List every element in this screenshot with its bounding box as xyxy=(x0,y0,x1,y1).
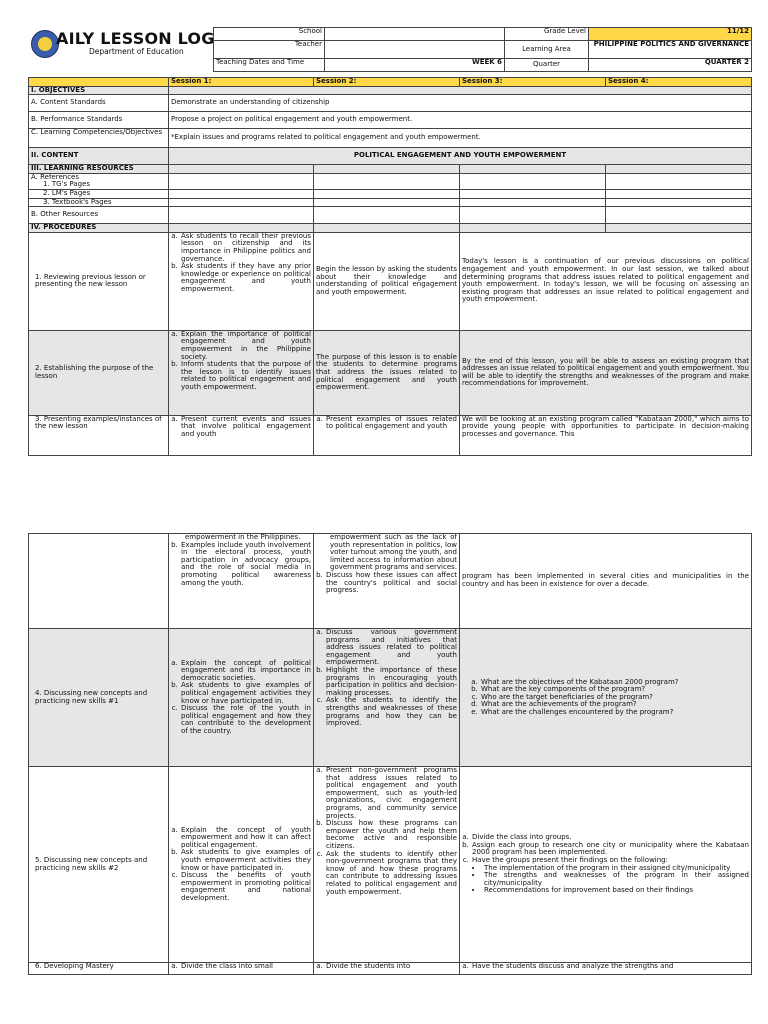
list-item: a. Present current events and issues that involve political engagement and youth xyxy=(180,416,311,439)
bullet-item: • The implementation of the program in their assigned city/municipality xyxy=(483,865,749,873)
lm-pages-label: 2. LM's Pages xyxy=(29,189,169,198)
procedure-4-session-2 xyxy=(314,629,460,767)
list-item: b. What are the key components of the program? xyxy=(480,686,749,694)
school-label: School xyxy=(214,28,325,41)
list-item: b. Ask students to give examples of youth empowerment activities they know or have participated in. xyxy=(180,849,311,872)
list-item: a. Have the students discuss and analyze the strengths and xyxy=(471,963,749,971)
list-item: a. Discuss various government programs and initiatives that address issues related to political engagement and youth empowerment. xyxy=(325,629,457,667)
procedure-4-label: 4. Discussing new concepts and practicing new skills #1 xyxy=(29,629,169,767)
procedure-5-label: 5. Discussing new concepts and practicing new skills #2 xyxy=(29,767,169,963)
list-item xyxy=(471,857,749,895)
procedure-6-session-3 xyxy=(460,963,752,975)
list-item: c. Ask the students to identify other non-government programs that they know of and how these programs can contribute to addressing issues related to political engagement and youth empowerment. xyxy=(325,851,457,897)
quarter-value: QUARTER 2 xyxy=(589,59,752,72)
list-item: a. Divide the class into small xyxy=(180,963,311,971)
list-item: a. Divide the class into groups. xyxy=(471,834,749,842)
area-label: Learning Area xyxy=(505,41,589,59)
performance-standards-label: B. Performance Standards xyxy=(29,112,169,129)
procedure-4-session-3 xyxy=(460,629,752,767)
procedure-6-session-1 xyxy=(169,963,314,975)
list-item: a. Present non-government programs that address issues related to political engagement and youth empowerment, such as youth-led organizations, civic engagement programs, and community service projects. xyxy=(325,767,457,820)
log-title: AILY LESSON LOG xyxy=(56,29,215,48)
procedure-3-session-1-cont xyxy=(169,534,314,629)
list-item: b. Discuss how these issues can affect the country's political and social progress. xyxy=(325,572,457,595)
list-item: a. Ask students to recall their previous lesson on citizenship and its importance in Philippine politics and governance. xyxy=(180,233,311,263)
references-label xyxy=(29,173,169,189)
list-item: b. Ask students if they have any prior knowledge or experience on political engagement and youth empowerment. xyxy=(180,263,311,293)
teacher-label: Teacher xyxy=(214,41,325,59)
content-value: POLITICAL ENGAGEMENT AND YOUTH EMPOWERMENT xyxy=(169,148,752,165)
procedure-2-session-2: The purpose of this lesson is to enable the students to determine programs that address the issues related to political engagement and youth empowerment. xyxy=(314,330,460,415)
list-item: a. Explain the concept of political engagement and its importance in democratic societies. xyxy=(180,660,311,683)
objectives-heading: I. OBJECTIVES xyxy=(29,86,169,95)
session-3-header: Session 3: xyxy=(460,78,606,87)
competencies: *Explain issues and programs related to political engagement and youth empowerment. xyxy=(169,129,752,148)
list-item: b. Highlight the importance of these programs in encouraging youth participation in politics and decision-making processes. xyxy=(325,667,457,697)
grade-label: Grade Level xyxy=(505,28,589,41)
header-info-table xyxy=(213,27,752,72)
list-item: a. What are the objectives of the Kabataan 2000 program? xyxy=(480,679,749,687)
list-item: c. Who are the target beneficiaries of the program? xyxy=(480,694,749,702)
session-2-header: Session 2: xyxy=(314,78,460,87)
procedure-3-session-1 xyxy=(169,415,314,455)
list-item: c. Discuss the benefits of youth empowerment in promoting political engagement and national development. xyxy=(180,872,311,902)
procedure-3-label: 3. Presenting examples/instances of the new lesson xyxy=(29,415,169,455)
procedure-3-session-3: We will be looking at an existing program called "Kabataan 2000," which aims to provide young people with opportunities to participate in decision-making processes and governance. This xyxy=(460,415,752,455)
procedure-3-session-2-cont xyxy=(314,534,460,629)
list-item-text: Have the groups present their findings on the following: xyxy=(472,855,668,864)
procedure-3-session-3-cont: program has been implemented in several cities and municipalities in the country and has been in existence for over a decade. xyxy=(460,534,752,629)
list-item: b. Ask students to give examples of political engagement activities they know or have participated in. xyxy=(180,682,311,705)
list-item: b. Examples include youth involvement in the electoral process, youth participation in advocacy groups, and the role of social media in promoting political awareness among the youth. xyxy=(180,542,311,588)
bullet-item: • The strengths and weaknesses of the program in their assigned city/municipality xyxy=(483,872,749,887)
procedure-6-session-2 xyxy=(314,963,460,975)
procedure-1-session-1 xyxy=(169,232,314,330)
textbook-pages-label: 3. Textbook's Pages xyxy=(29,198,169,207)
performance-standards: Propose a project on political engagement and youth empowerment. xyxy=(169,112,752,129)
references-text: A. References xyxy=(31,173,80,181)
content-standards: Demonstrate an understanding of citizenship xyxy=(169,95,752,112)
school-value xyxy=(325,28,505,41)
list-item: c. Discuss the role of the youth in political engagement and how they can contribute to the development of the country. xyxy=(180,705,311,735)
procedure-1-label: 1. Reviewing previous lesson or presenting the new lesson xyxy=(29,232,169,330)
bullet-item: • Recommendations for improvement based on their findings xyxy=(483,887,749,895)
week-value: WEEK 6 xyxy=(325,59,505,72)
teacher-value xyxy=(325,41,505,59)
list-item: a. Explain the concept of youth empowerment and how it can affect political engagement. xyxy=(180,827,311,850)
quarter-label: Quarter xyxy=(505,59,589,72)
list-item: b. Discuss how these programs can empower the youth and help them become active and responsible citizens. xyxy=(325,820,457,850)
list-item: a. Present examples of issues related to political engagement and youth xyxy=(325,416,457,431)
list-item: empowerment such as the lack of youth representation in politics, low voter turnout among the youth, and limited access to information about government programs and services. xyxy=(330,533,457,572)
lesson-log-table xyxy=(28,77,752,456)
list-item: b. Inform students that the purpose of the lesson is to identify issues related to political engagement and youth empowerment. xyxy=(180,361,311,391)
session-1-header: Session 1: xyxy=(169,78,314,87)
competencies-label: C. Learning Competencies/Objectives xyxy=(29,129,169,148)
procedure-2-session-1 xyxy=(169,330,314,415)
lesson-log-table-continued xyxy=(28,533,752,975)
procedure-6-label: 6. Developing Mastery xyxy=(29,963,169,975)
procedure-5-session-1 xyxy=(169,767,314,963)
procedure-5-session-3 xyxy=(460,767,752,963)
list-item: c. Ask the students to identify the strengths and weaknesses of these programs and how they can be improved. xyxy=(325,697,457,727)
deped-seal-icon xyxy=(31,30,59,58)
procedure-1-session-3: Today's lesson is a continuation of our previous discussions on political engagement and youth empowerment. In our last session, we talked about determining programs that address issues related to political engagement and youth empowerment. In today's lesson, we will be focusing on assessing an existing program that addresses an issue related to political engagement and youth empowerment. xyxy=(460,232,752,330)
list-item: empowerment in the Philippines. xyxy=(185,533,301,541)
procedure-1-session-2: Begin the lesson by asking the students about their knowledge and understanding of political engagement and youth empowerment. xyxy=(314,232,460,330)
content-standards-label: A. Content Standards xyxy=(29,95,169,112)
procedure-3-session-2 xyxy=(314,415,460,455)
procedure-2-session-3: By the end of this lesson, you will be able to assess an existing program that addresses an issue related to political engagement and youth empowerment. You will be able to identify the strengths and weaknesses of the program and make recommendations for improvement. xyxy=(460,330,752,415)
resources-heading: III. LEARNING RESOURCES xyxy=(29,165,169,174)
procedures-heading: IV. PROCEDURES xyxy=(29,224,169,233)
procedure-5-session-2 xyxy=(314,767,460,963)
other-resources-label: B. Other Resources xyxy=(29,207,169,224)
list-item: d. What are the achievements of the program? xyxy=(480,701,749,709)
grade-value: 11/12 xyxy=(589,28,752,41)
lesson-log-header xyxy=(28,27,752,77)
session-4-header: Session 4: xyxy=(606,78,752,87)
procedure-4-session-1 xyxy=(169,629,314,767)
list-item: a. Divide the students into xyxy=(325,963,457,971)
lesson-log-page-2 xyxy=(28,533,752,976)
list-item: b. Assign each group to research one city or municipality where the Kabataan 2000 program has been implemented. xyxy=(471,842,749,857)
procedure-2-label: 2. Establishing the purpose of the lesson xyxy=(29,330,169,415)
list-item: e. What are the challenges encountered by the program? xyxy=(480,709,749,717)
lesson-log-page-1 xyxy=(28,27,752,481)
list-item: a. Explain the importance of political engagement and youth empowerment in the Philippine society. xyxy=(180,331,311,361)
content-heading: II. CONTENT xyxy=(29,148,169,165)
dates-label: Teaching Dates and Time xyxy=(214,59,325,72)
department-name: Department of Education xyxy=(89,47,184,56)
tg-pages-label: 1. TG's Pages xyxy=(43,180,90,189)
area-value: PHILIPPINE POLITICS AND GIVERNANCE xyxy=(589,41,752,59)
